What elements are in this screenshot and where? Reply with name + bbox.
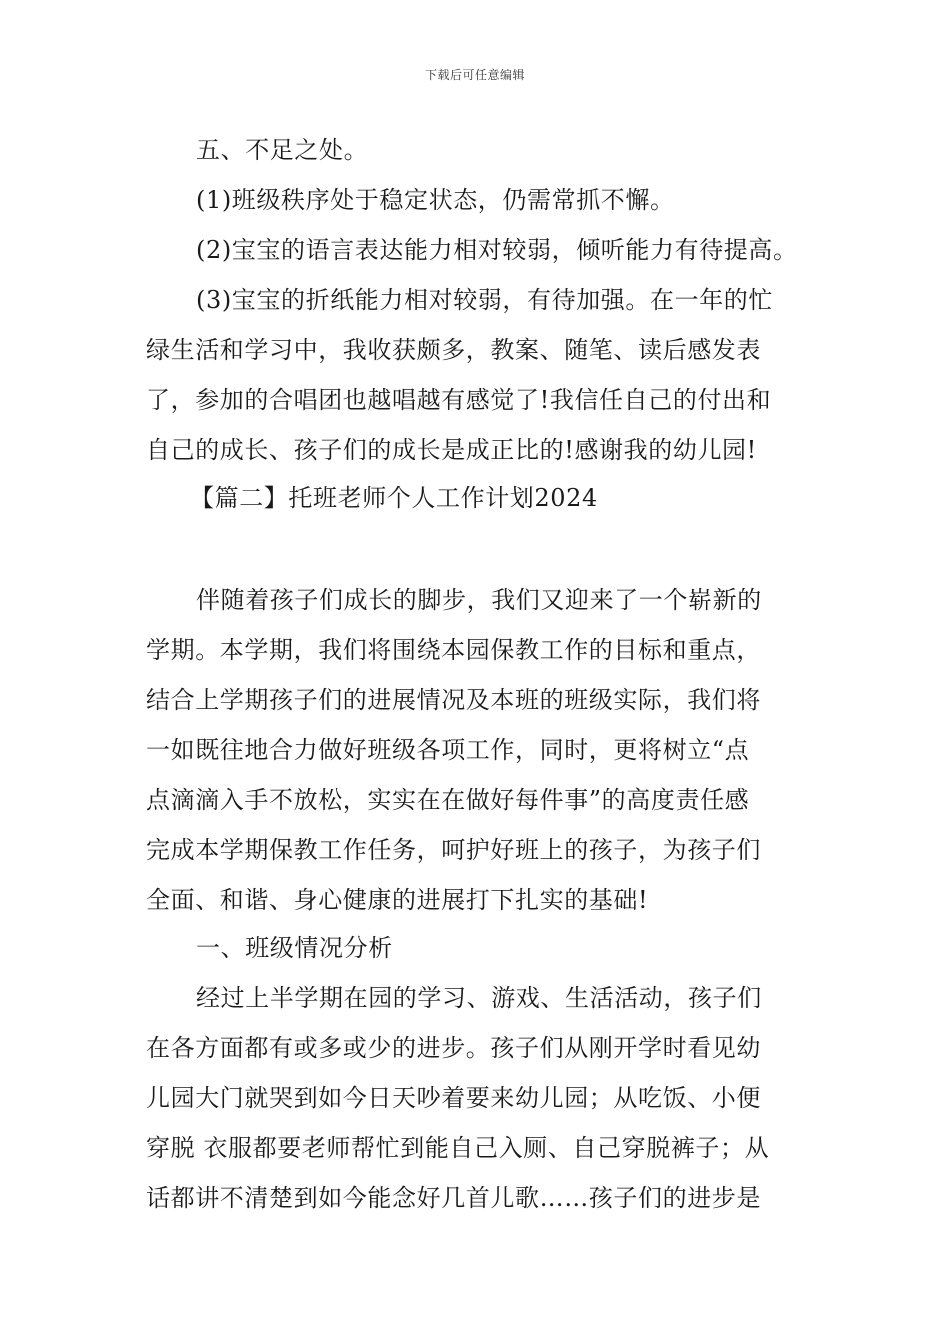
paragraph-line: 点滴滴入手不放松，实实在在做好每件事”的高度责任感 bbox=[146, 786, 750, 814]
paragraph-line: 绿生活和学习中，我收获颇多，教案、随笔、读后感发表 bbox=[146, 336, 761, 364]
paragraph-line: 在各方面都有或多或少的进步。孩子们从刚开学时看见幼 bbox=[146, 1034, 761, 1062]
paragraph-line: 学期。本学期，我们将围绕本园保教工作的目标和重点， bbox=[146, 636, 761, 664]
section-heading: 一、班级情况分析 bbox=[196, 934, 393, 962]
list-item: (2)宝宝的语言表达能力相对较弱，倾听能力有待提高。 bbox=[196, 236, 798, 264]
paragraph-line: 经过上半学期在园的学习、游戏、生活活动，孩子们 bbox=[196, 984, 762, 1012]
paragraph-line: 自己的成长、孩子们的成长是成正比的!感谢我的幼儿园! bbox=[146, 436, 757, 464]
paragraph-line: 伴随着孩子们成长的脚步，我们又迎来了一个崭新的 bbox=[196, 586, 762, 614]
paragraph-line: 话都讲不清楚到如今能念好几首儿歌……孩子们的进步是 bbox=[146, 1184, 761, 1212]
paragraph-line: 一如既往地合力做好班级各项工作，同时，更将树立“点 bbox=[146, 736, 750, 764]
list-item: (3)宝宝的折纸能力相对较弱，有待加强。在一年的忙 bbox=[196, 286, 773, 314]
paragraph-line: 了，参加的合唱团也越唱越有感觉了!我信任自己的付出和 bbox=[146, 386, 772, 414]
paragraph-line: 结合上学期孩子们的进展情况及本班的班级实际，我们将 bbox=[146, 686, 761, 714]
paragraph-line: 完成本学期保教工作任务，呵护好班上的孩子，为孩子们 bbox=[146, 836, 761, 864]
page-header: 下载后可任意编辑 bbox=[424, 68, 525, 82]
paragraph-line: 穿脱 衣服都要老师帮忙到能自己入厕、自己穿脱裤子；从 bbox=[146, 1134, 770, 1162]
article-title: 【篇二】托班老师个人工作计划2024 bbox=[190, 484, 598, 512]
paragraph-line: 儿园大门就哭到如今日天吵着要来幼儿园；从吃饭、小便 bbox=[146, 1084, 761, 1112]
list-item: (1)班级秩序处于稳定状态，仍需常抓不懈。 bbox=[196, 186, 675, 214]
section-heading: 五、不足之处。 bbox=[196, 136, 369, 164]
paragraph-line: 全面、和谐、身心健康的进展打下扎实的基础! bbox=[146, 886, 649, 914]
